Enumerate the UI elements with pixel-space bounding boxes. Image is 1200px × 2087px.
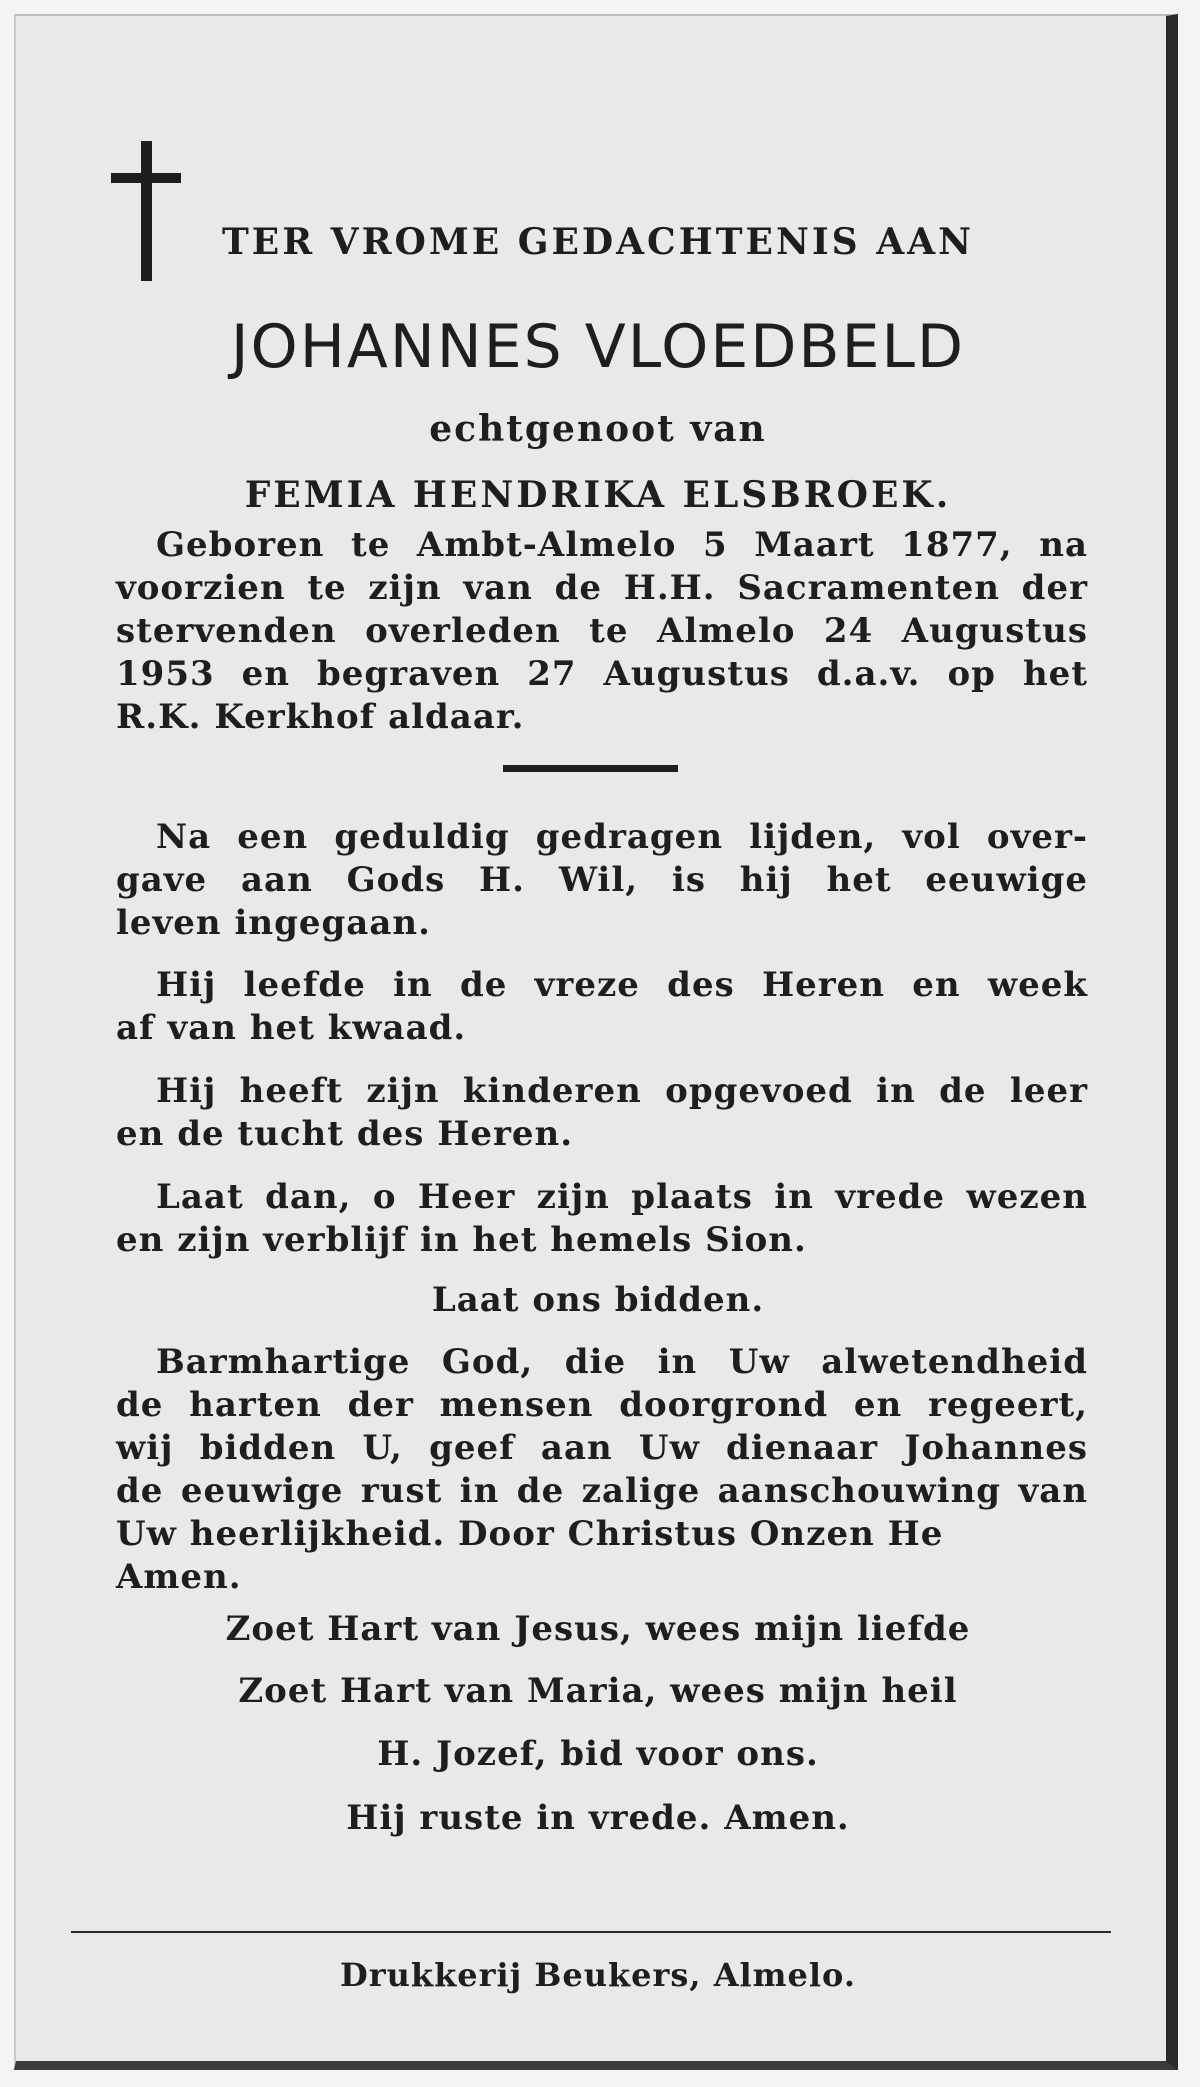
bio-paragraph [116,524,1088,739]
printer-credit: Drukkerij Beukers, Almelo. [340,1956,856,1994]
memorial-card [14,14,1178,2070]
closing-line: H. Jozef, bid voor ons. [377,1734,819,1774]
prayer-line: Amen. [116,1557,242,1597]
text-line: Hij heeft zijn kinderen opgevoed in de leer [156,1071,1088,1111]
spouse-label: echtgenoot van [429,408,767,450]
closing-line: Hij ruste in vrede. Amen. [346,1798,850,1838]
deceased-name: JOHANNES VLOEDBELD [230,312,966,382]
prayer-line: wij bidden U, geef aan Uw dienaar Johannes [116,1428,1088,1468]
text-line: af van het kwaad. [116,1008,467,1048]
text-paragraph [116,1176,1088,1262]
text-line: leven ingegaan. [116,903,431,943]
text-paragraph [116,816,1088,945]
prayer-line: Barmhartige God, die in Uw alwetendheid [156,1342,1088,1382]
text-line: en zijn verblijf in het hemels Sion. [116,1220,807,1260]
bio-line: R.K. Kerkhof aldaar. [116,697,525,737]
bio-line: Geboren te Ambt-Almelo 5 Maart 1877, na [156,525,1088,565]
bio-line: 1953 en begraven 27 Augustus d.a.v. op het [116,654,1088,694]
prayer-line: de harten der mensen doorgrond en regeert, [116,1385,1088,1425]
heading: TER VROME GEDACHTENIS AAN [222,221,974,263]
prayer-line: Uw heerlijkheid. Door Christus Onzen He [116,1514,944,1554]
bio-line: stervenden overleden te Almelo 24 Augustus [116,611,1088,651]
text-line: gave aan Gods H. Wil, is hij het eeuwige [116,860,1088,900]
text-line: Na een geduldig gedragen lijden, vol over- [156,817,1088,857]
text-paragraph [116,1070,1088,1156]
text-paragraph [116,964,1088,1050]
bottom-rule [71,1931,1111,1933]
closing-line: Zoet Hart van Jesus, wees mijn liefde [225,1609,971,1649]
spouse-name: FEMIA HENDRIKA ELSBROEK. [244,474,952,516]
divider [503,765,678,772]
prayer-paragraph [116,1341,1088,1599]
text-line: Hij leefde in de vreze des Heren en week [156,965,1088,1005]
prayer-title: Laat ons bidden. [431,1280,765,1320]
bio-line: voorzien te zijn van de H.H. Sacramenten der [116,568,1088,608]
prayer-line: de eeuwige rust in de zalige aanschouwing van [116,1471,1088,1511]
text-line: en de tucht des Heren. [116,1114,574,1154]
text-line: Laat dan, o Heer zijn plaats in vrede wezen [156,1177,1088,1217]
closing-line: Zoet Hart van Maria, wees mijn heil [238,1671,958,1711]
